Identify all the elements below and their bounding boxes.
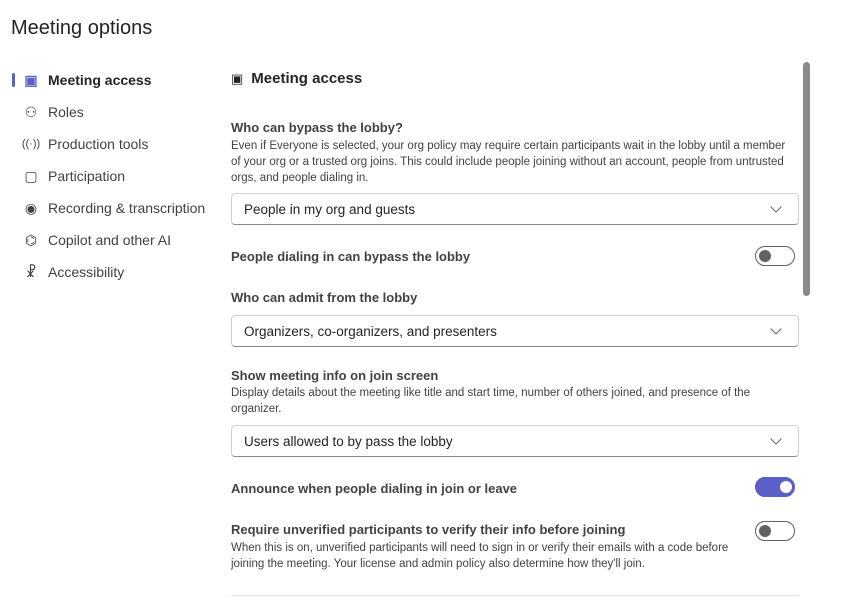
section-title: Meeting access	[251, 70, 363, 87]
sidebar-item-participation[interactable]	[12, 160, 217, 192]
chevron-down-icon	[770, 323, 781, 334]
record-icon: ◉	[24, 199, 38, 216]
accessibility-icon: ☧	[25, 263, 37, 280]
bypass-dropdown[interactable]	[231, 193, 799, 225]
sidebar-item-label: Recording & transcription	[48, 200, 206, 216]
sidebar-item-copilot[interactable]	[12, 224, 217, 256]
meeting-access-icon: ▣	[24, 71, 38, 88]
toggle-knob	[759, 250, 771, 262]
sidebar-item-label: Roles	[48, 104, 84, 120]
scrollbar[interactable]	[803, 62, 810, 296]
sidebar-item-label: Participation	[48, 168, 126, 184]
sidebar-item-production-tools[interactable]	[12, 128, 217, 160]
dropdown-value: Users allowed to by pass the lobby	[244, 433, 453, 449]
dialin-label: People dialing in can bypass the lobby	[231, 249, 471, 264]
info-dropdown[interactable]	[231, 425, 799, 457]
dropdown-value: People in my org and guests	[244, 201, 416, 217]
sidebar-item-accessibility[interactable]	[12, 256, 217, 288]
copilot-icon: ⌬	[24, 231, 38, 248]
sidebar-item-recording[interactable]	[12, 192, 217, 224]
sidebar-item-label: Copilot and other AI	[48, 232, 171, 248]
meeting-access-icon: ▣	[231, 70, 244, 86]
info-description: Display details about the meeting like title and start time, number of others joined, and presence of the organizer.	[231, 387, 751, 415]
broadcast-icon: ((·))	[21, 138, 41, 150]
page-title: Meeting options	[11, 17, 153, 39]
sidebar-item-meeting-access[interactable]	[12, 64, 217, 96]
sidebar-item-label: Meeting access	[48, 72, 152, 88]
sidebar-item-roles[interactable]	[12, 96, 217, 128]
chevron-down-icon	[770, 201, 781, 212]
verify-toggle[interactable]	[755, 521, 795, 541]
dropdown-value: Organizers, co-organizers, and presenters	[244, 323, 497, 339]
announce-label: Announce when people dialing in join or leave	[231, 481, 518, 496]
toggle-knob	[759, 525, 771, 537]
chat-icon: ▢	[24, 167, 38, 184]
toggle-knob	[780, 481, 792, 493]
divider	[231, 595, 799, 596]
person-icon: ⚇	[24, 103, 38, 120]
active-indicator	[12, 73, 15, 87]
section-heading	[231, 70, 362, 87]
admit-label: Who can admit from the lobby	[231, 290, 418, 305]
chevron-down-icon	[770, 433, 781, 444]
bypass-label: Who can bypass the lobby?	[231, 120, 403, 135]
info-label: Show meeting info on join screen	[231, 368, 439, 383]
dialin-toggle[interactable]	[755, 246, 795, 266]
sidebar-nav	[12, 64, 217, 288]
verify-label: Require unverified participants to verify their info before joining	[231, 522, 626, 537]
sidebar-item-label: Accessibility	[48, 264, 125, 280]
sidebar-item-label: Production tools	[48, 136, 149, 152]
admit-dropdown[interactable]	[231, 315, 799, 347]
announce-toggle[interactable]	[755, 477, 795, 497]
verify-description: When this is on, unverified participants will need to sign in or verify their emails with a code before joining the meeting. Your license and admin policy also determine how they'll join.	[231, 542, 729, 570]
bypass-description: Even if Everyone is selected, your org policy may require certain participants wait in the lobby until a member of your org or a trusted org joins. This could include people joining without an account, people from untrusted orgs, and people dialing in.	[231, 140, 786, 184]
